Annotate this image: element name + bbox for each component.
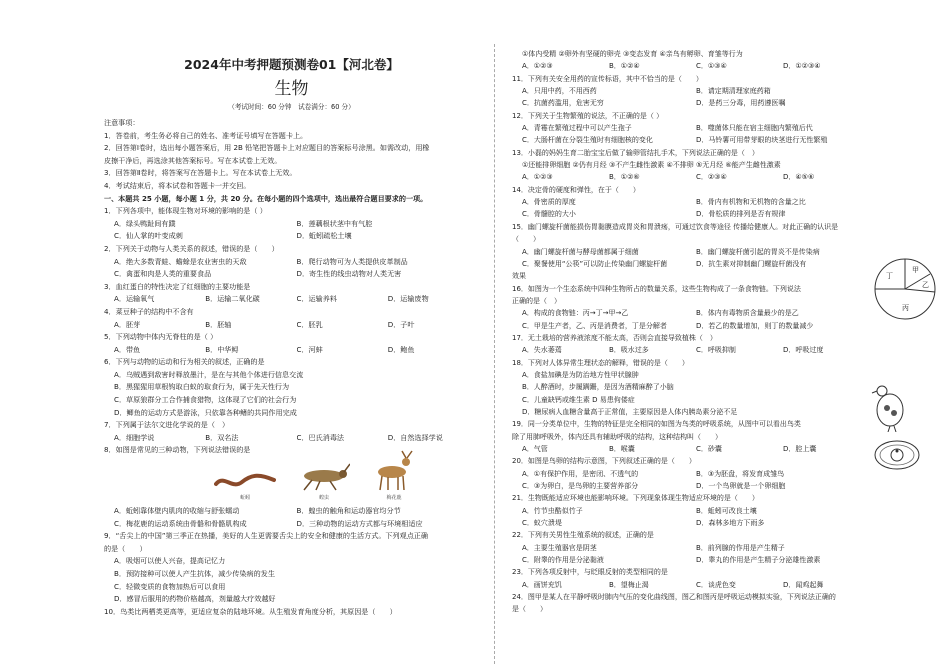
option: B．中华鲟 (205, 344, 239, 354)
option: C．③为卵白，是鸟卵的主要营养部分 (522, 482, 639, 491)
left-column (104, 52, 479, 618)
option: A．失水萎蔫 (522, 346, 562, 355)
option: A．只用中药，不用西药 (522, 87, 597, 96)
option: B．噬菌体只能在宿主细胞内繁殖后代 (696, 124, 813, 133)
option: C．仙人掌的叶变成刺 (114, 231, 183, 241)
question-19-cont: 除了用肺呼吸外，体内还具有辅助呼吸的结构，这种结构叫（ ） (512, 432, 722, 441)
pie-label-jia: 甲 (912, 266, 919, 274)
option: C．谈虎色变 (696, 580, 736, 589)
exam-info: （考试时间：60 分钟 试卷满分：60 分） (228, 103, 355, 111)
pie-label-yi: 乙 (922, 281, 929, 289)
subject-title: 生物 (274, 79, 309, 99)
option: C．骨髓腔的大小 (522, 210, 576, 219)
question-19: 19．同一分类单位中，生物的特征是完全相同的如图为鸟类的呼吸系统，从图中可以看出鸟类 (512, 420, 801, 429)
earthworm-figure (214, 470, 276, 505)
question-23: 23．下列各项反射中，与眨眼反射的类型相同的是 (512, 568, 668, 577)
option: A．①②③ (522, 173, 553, 182)
option: A．①②③ (522, 62, 553, 71)
question-2: 2．下列关于动物与人类关系的叙述，错误的是（ ） (104, 243, 279, 253)
option: D．睾丸的作用是产生精子分泌雄性激素 (696, 556, 821, 565)
option: A．细胞学说 (114, 432, 155, 442)
question-18: 18．下列对人体异常生理状态的解释，错误的是（ ） (512, 358, 689, 367)
question-17: 17．无土栽培的营养液浓度不能太高，否则会直接导致植株（ ） (512, 333, 717, 342)
exam-title: 2024年中考押题预测卷01【河北卷】 (184, 57, 399, 72)
pie-label-ding: 丁 (886, 272, 893, 280)
option: C．草原狼群分工合作捕食猎物，这体现了它们的社会行为 (114, 395, 297, 405)
animals-figure (104, 459, 479, 505)
question-14: 14．决定骨的硬度和弹性，在于（ ） (512, 185, 640, 194)
option: D．子叶 (387, 319, 415, 329)
locust-figure (298, 462, 350, 505)
option: D．骨松质的排列是否有规律 (696, 210, 786, 219)
option: A．运输氧气 (114, 294, 155, 304)
question-13: 13．小磊的妈妈生育二胎宝宝后做了输卵管结扎手术，下列说法正确的是（ ） (512, 148, 759, 157)
option: A．构成的食物链：丙→丁→甲→乙 (522, 309, 629, 318)
question-24-cont: 是（ ） (512, 605, 547, 614)
option: C．砂囊 (696, 445, 722, 453)
option: C．抗菌药滥用，危害无穷 (522, 99, 604, 108)
option: A．画饼充饥 (522, 580, 562, 589)
option: B．体内有毒物质含量最少的是乙 (696, 309, 799, 318)
question-24: 24．图甲是某人在平静呼吸时肺内气压的变化曲线图，图乙和图丙是呼吸运动模拟实验，下列说法正确的 (512, 593, 836, 602)
option: B．人醉酒时，步履蹒跚，是因为酒精麻醉了小脑 (522, 383, 674, 392)
earthworm-icon (214, 470, 276, 492)
question-16: 16．如图为一个生态系统中四种生物所占的数量关系，这些生物构成了一条食物链。下列说法 (512, 284, 801, 293)
option: D．三种动物的运动方式都与环境相适应 (296, 518, 423, 528)
question-4: 4．菜豆种子的结构中不含有 (104, 306, 194, 316)
note-item: 2．回答第Ⅰ卷时，选出每小题答案后，用 2B 铅笔把答题卡上对应题目的答案标号涂黑。如需改动，用橡 (104, 143, 430, 153)
question-20: 20．如图是鸟卵的结构示意图，下列叙述正确的是（ ） (512, 457, 696, 466)
option: D．寄生性的线虫动物对人类无害 (296, 269, 402, 279)
question-11: 11．下列有关安全用药的宣传标语，其中不恰当的是（ ） (512, 74, 703, 83)
option: A．乌贼遇到敌害时释放墨汁，是在与其他个体进行信息交流 (114, 369, 304, 379)
option: C．附睾的作用是分泌黏液 (522, 556, 604, 565)
option: B．吸水过多 (609, 346, 649, 355)
option: A．青霉在繁殖过程中可以产生孢子 (522, 124, 632, 133)
option: D．运输废物 (387, 294, 429, 304)
option: B．望梅止渴 (609, 580, 649, 589)
option: A．骨密质的厚度 (522, 198, 576, 207)
option: D．感冒后服用的药物价格越高，剂量越大疗效越好 (114, 594, 276, 604)
option: D．④⑤⑥ (783, 173, 815, 182)
figure-label: 梅花鹿 (386, 495, 402, 502)
q13-items: ①还能排卵细胞 ②仍有月经 ③不产生雌性激素 ④不排卵 ⑤无月经 ⑥能产生雌性激素 (522, 161, 781, 170)
note-item: 皮擦干净后，再选涂其他答案标号。写在本试卷上无效。 (104, 155, 282, 165)
option: B．请定期清理家庭药箱 (696, 87, 771, 96)
column-divider (494, 44, 495, 664)
question-15-tail: 效果 (512, 272, 526, 281)
option: D．鲫鱼的运动方式是游泳，只依靠各种鳍的共同作用完成 (114, 407, 297, 417)
option: B．前列腺的作用是产生精子 (696, 543, 785, 552)
option: C．轻微变质的食物加热后可以食用 (114, 581, 226, 591)
bird-egg-structure-figure (872, 438, 922, 472)
option: A．气管 (522, 445, 548, 453)
deer-figure (372, 450, 416, 505)
option: C．儿童缺钙或维生素 D 易患佝偻症 (522, 395, 635, 404)
option: A．①有保护作用，是密闭、不透气的 (522, 469, 639, 478)
question-15: 15．幽门螺旋杆菌能损伤胃黏膜造成胃炎和胃溃疡，可通过饮食等途径 传播给健康人。对此正确的认识是 (512, 222, 839, 231)
option: D．蚯蚓疏松土壤 (296, 231, 352, 241)
option: C．②③④ (696, 173, 727, 182)
option: D．马铃薯可用带芽眼的块茎进行无性繁殖 (696, 136, 828, 145)
option: B．③为胚盘，将发育成雏鸟 (696, 469, 785, 478)
option: A．绿头鸭趾间有蹼 (114, 218, 176, 228)
question-21: 21．生物既能适应环境也能影响环境。下列现象体现生物适应环境的是（ ） (512, 494, 759, 503)
question-1: 1．下列各项中，能体现生物对环境的影响的是（ ） (104, 206, 267, 216)
question-12: 12．下列关于生物繁殖的说法，不正确的是（ ） (512, 111, 664, 120)
section-heading: 一、本题共 25 小题，每小题 1 分，共 20 分。在每小题的四个选项中，选出最符合题目要求的一项。 (104, 193, 428, 203)
option: B．黑猩猩用草根钩取白蚁的取食行为，属于先天性行为 (114, 382, 290, 392)
option: C．巴氏消毒法 (296, 432, 345, 442)
option: D．①②③④ (783, 62, 821, 71)
figure-label: 蚯蚓 (239, 495, 250, 502)
option: A．绝大多数青蛙、蟾蜍是农业害虫的天敌 (114, 256, 247, 266)
option: B．喉囊 (609, 445, 635, 453)
figure-label: 蝗虫 (318, 495, 329, 502)
question-9: 9．“舌尖上的中国”第三季正在热播，美好的人生更需要舌尖上的安全和健康的生活方式。下列观点正确 (104, 531, 428, 541)
option: D．一个鸟卵就是一个卵细胞 (696, 482, 786, 491)
notes-header: 注意事项： (104, 118, 140, 127)
question-6: 6．下列与动物的运动和行为相关的叙述，正确的是 (104, 357, 265, 367)
option: D．森林多地方下雨多 (696, 519, 765, 528)
option: C．胚乳 (296, 319, 323, 329)
option: B．莲藕根状茎中有气腔 (296, 218, 373, 228)
option: D．腔上囊 (783, 445, 817, 453)
option: D．闻鸡起舞 (783, 580, 824, 589)
option: D．是药三分毒，用药遵医嘱 (696, 99, 786, 108)
option: B．双名法 (205, 432, 239, 442)
option: C．运输养料 (296, 294, 337, 304)
option: B．蝗虫的触角和运动器官均分节 (296, 506, 401, 516)
option: B．①②④ (609, 62, 640, 71)
question-10: 10．鸟类比两栖类更高等，更适应复杂的陆地环境。从生殖发育角度分析，其原因是（ ） (104, 606, 397, 616)
right-column (512, 48, 870, 616)
question-7: 7．下列属于法尔文进化学说的是（ ） (104, 420, 230, 430)
option: A．竹节虫酷似竹子 (522, 506, 583, 515)
option: A．幽门螺旋杆菌与酵母菌都属于细菌 (522, 247, 639, 256)
option: D．鲍鱼 (387, 344, 415, 354)
option: C．呼吸抑制 (696, 346, 736, 355)
option: C．①③④ (696, 62, 727, 71)
bird-respiratory-figure (868, 382, 910, 432)
option: B．胚轴 (205, 319, 232, 329)
option: A．食盐加碘是为防治地方性甲状腺肿 (522, 370, 639, 379)
question-8: 8．如图是常见的三种动物，下列说法错误的是 (104, 445, 251, 455)
question-22: 22．下列有关男性生殖系统的叙述，正确的是 (512, 531, 654, 540)
option: C．甲是生产者，乙、丙是消费者，丁是分解者 (522, 321, 667, 330)
option: C．蚁穴溃堤 (522, 519, 562, 528)
question-3: 3．血红蛋白的特性决定了红细胞的主要功能是 (104, 281, 251, 291)
option: D．抗生素对抑制幽门螺旋杆菌没有 (696, 259, 807, 268)
question-16-cont: 正确的是（ ） (512, 296, 561, 305)
question-5: 5．下列动物中体内无脊柱的是（ ） (104, 332, 218, 342)
option: A．主要生殖器官是阴茎 (522, 543, 597, 552)
option: B．预防接种可以使人产生抗体，减少传染病的发生 (114, 569, 275, 578)
option: C．河蚌 (296, 344, 323, 354)
option: D．糖尿病人血糖含量高于正常值，主要原因是人体内胰岛素分泌不足 (522, 407, 738, 416)
option: C．大肠杆菌在分裂生殖时有细胞核的变化 (522, 136, 653, 145)
question-15-cont: （ ） (512, 235, 540, 244)
pie-label-bing: 丙 (902, 304, 909, 312)
option: D．若乙的数量增加，则丁的数量减少 (696, 321, 814, 330)
option: A．带鱼 (114, 344, 141, 354)
option: B．骨内有机物和无机物的含量之比 (696, 198, 806, 207)
question-9-cont: 的是（ ） (104, 543, 147, 553)
note-item: 3．回答第Ⅱ卷时，将答案写在答题卡上。写在本试卷上无效。 (104, 168, 297, 178)
option: C．聚餐使用“公筷”可以防止传染幽门螺旋杆菌 (522, 259, 668, 268)
option: A．吸烟可以使人兴奋，提高记忆力 (114, 556, 226, 566)
q10-items: ①体内受精 ②卵外有坚硬的卵壳 ③变态发育 ④亲鸟有孵卵、育雏等行为 (522, 50, 743, 58)
option: C．禽蛋和肉是人类的重要食品 (114, 269, 212, 279)
option: B．①②⑥ (609, 173, 640, 182)
option: A．胚芽 (114, 319, 141, 329)
option: B．蚯蚓可改良土壤 (696, 506, 757, 515)
note-item: 4．考试结束后，将本试卷和答题卡一并交回。 (104, 180, 251, 190)
note-item: 1．答卷前，考生务必将自己的姓名、准考证号填写在答题卡上。 (104, 130, 308, 140)
option: D．自然选择学说 (387, 432, 443, 442)
option: D．呼吸过度 (783, 346, 824, 355)
option: C．梅花鹿的运动系统由骨骼和骨骼肌构成 (114, 518, 247, 528)
option: A．蚯蚓靠体壁内肌肉的收缩与舒张蠕动 (114, 506, 240, 516)
population-pie-figure (872, 256, 938, 322)
deer-icon (372, 450, 416, 492)
option: B．幽门螺旋杆菌引起的胃炎不是传染病 (696, 247, 820, 256)
locust-icon (298, 462, 350, 492)
option: B．爬行动物可为人类提供皮革制品 (296, 256, 408, 266)
option: B．运输二氧化碳 (205, 294, 260, 304)
